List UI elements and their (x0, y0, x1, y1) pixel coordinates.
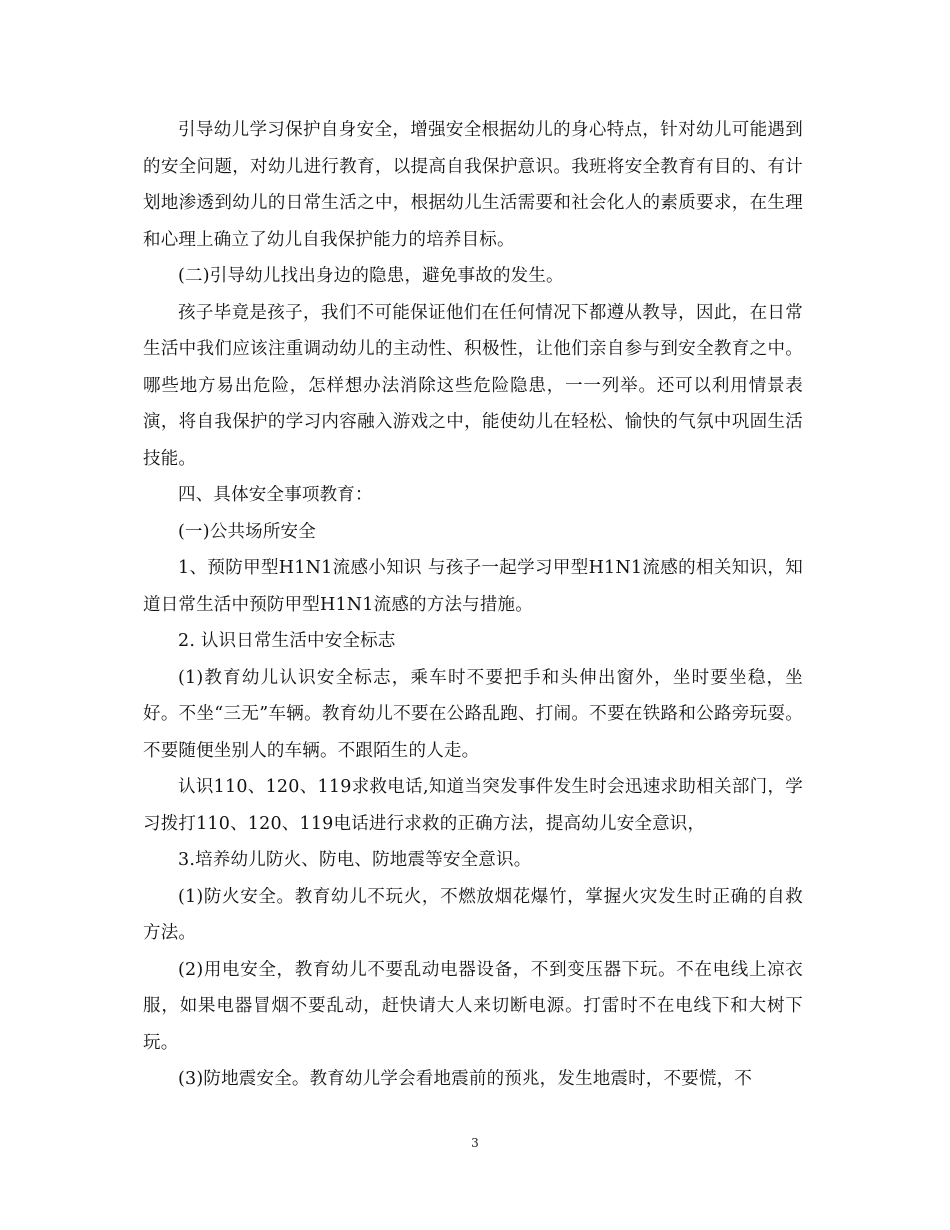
subheading-safety-signs: 2. 认识日常生活中安全标志 (178, 631, 396, 651)
section-heading-specific-safety: 四、具体安全事项教育： (178, 485, 373, 505)
paragraph-emergency-numbers: 认识110、120、119求救电话,知道当突发事件发生时会迅速求助相关部门，学习拨打110、120、119电话进行求救的正确方法，提高幼儿安全意识， (143, 777, 803, 834)
paragraph-traffic-safety: (1)教育幼儿认识安全标志，乘车时不要把手和头伸出窗外，坐时要坐稳，坐好。不坐“三无”车辆。教育幼儿不要在公路乱跑、打闹。不要在铁路和公路旁玩耍。不要随便坐别人的车辆。不跟陌生的人走。 (143, 667, 803, 761)
subheading-fire-electric-earthquake: 3.培养幼儿防火、防电、防地震等安全意识。 (178, 850, 532, 870)
paragraph-hazard-education: 孩子毕竟是孩子，我们不可能保证他们在任何情况下都遵从教导，因此，在日常生活中我们应该注重调动幼儿的主动性、积极性，让他们亲自参与到安全教育之中。哪些地方易出危险，怎样想办法消除这些危险隐患，一一列举。还可以利用情景表演，将自我保护的学习内容融入游戏之中，能使幼儿在轻松、愉快的气氛中巩固生活技能。 (143, 302, 803, 469)
paragraph-fire-safety: (1)防火安全。教育幼儿不玩火，不燃放烟花爆竹，掌握火灾发生时正确的自救方法。 (143, 886, 803, 943)
subheading-public-places: (一)公共场所安全 (178, 521, 316, 542)
document-body (143, 112, 803, 1098)
paragraph-earthquake-safety: (3)防地震安全。教育幼儿学会看地震前的预兆，发生地震时，不要慌，不 (178, 1069, 753, 1089)
paragraph-safety-goals: 引导幼儿学习保护自身安全，增强安全根据幼儿的身心特点，针对幼儿可能遇到的安全问题，对幼儿进行教育，以提高自我保护意识。我班将安全教育有目的、有计划地渗透到幼儿的日常生活之中，根据幼儿生活需要和社会化人的素质要求，在生理和心理上确立了幼儿自我保护能力的培养目标。 (143, 120, 803, 250)
paragraph-heading-hazards: (二)引导幼儿找出身边的隐患，避免事故的发生。 (178, 266, 564, 286)
paragraph-electric-safety: (2)用电安全，教育幼儿不要乱动电器设备，不到变压器下玩。不在电线上凉衣服，如果电器冒烟不要乱动，赶快请大人来切断电源。打雷时不在电线下和大树下玩。 (143, 959, 803, 1053)
paragraph-flu-prevention: 1、预防甲型H1N1流感小知识 与孩子一起学习甲型H1N1流感的相关知识，知道日常生活中预防甲型H1N1流感的方法与措施。 (143, 558, 803, 615)
page-number: 3 (471, 1136, 479, 1150)
